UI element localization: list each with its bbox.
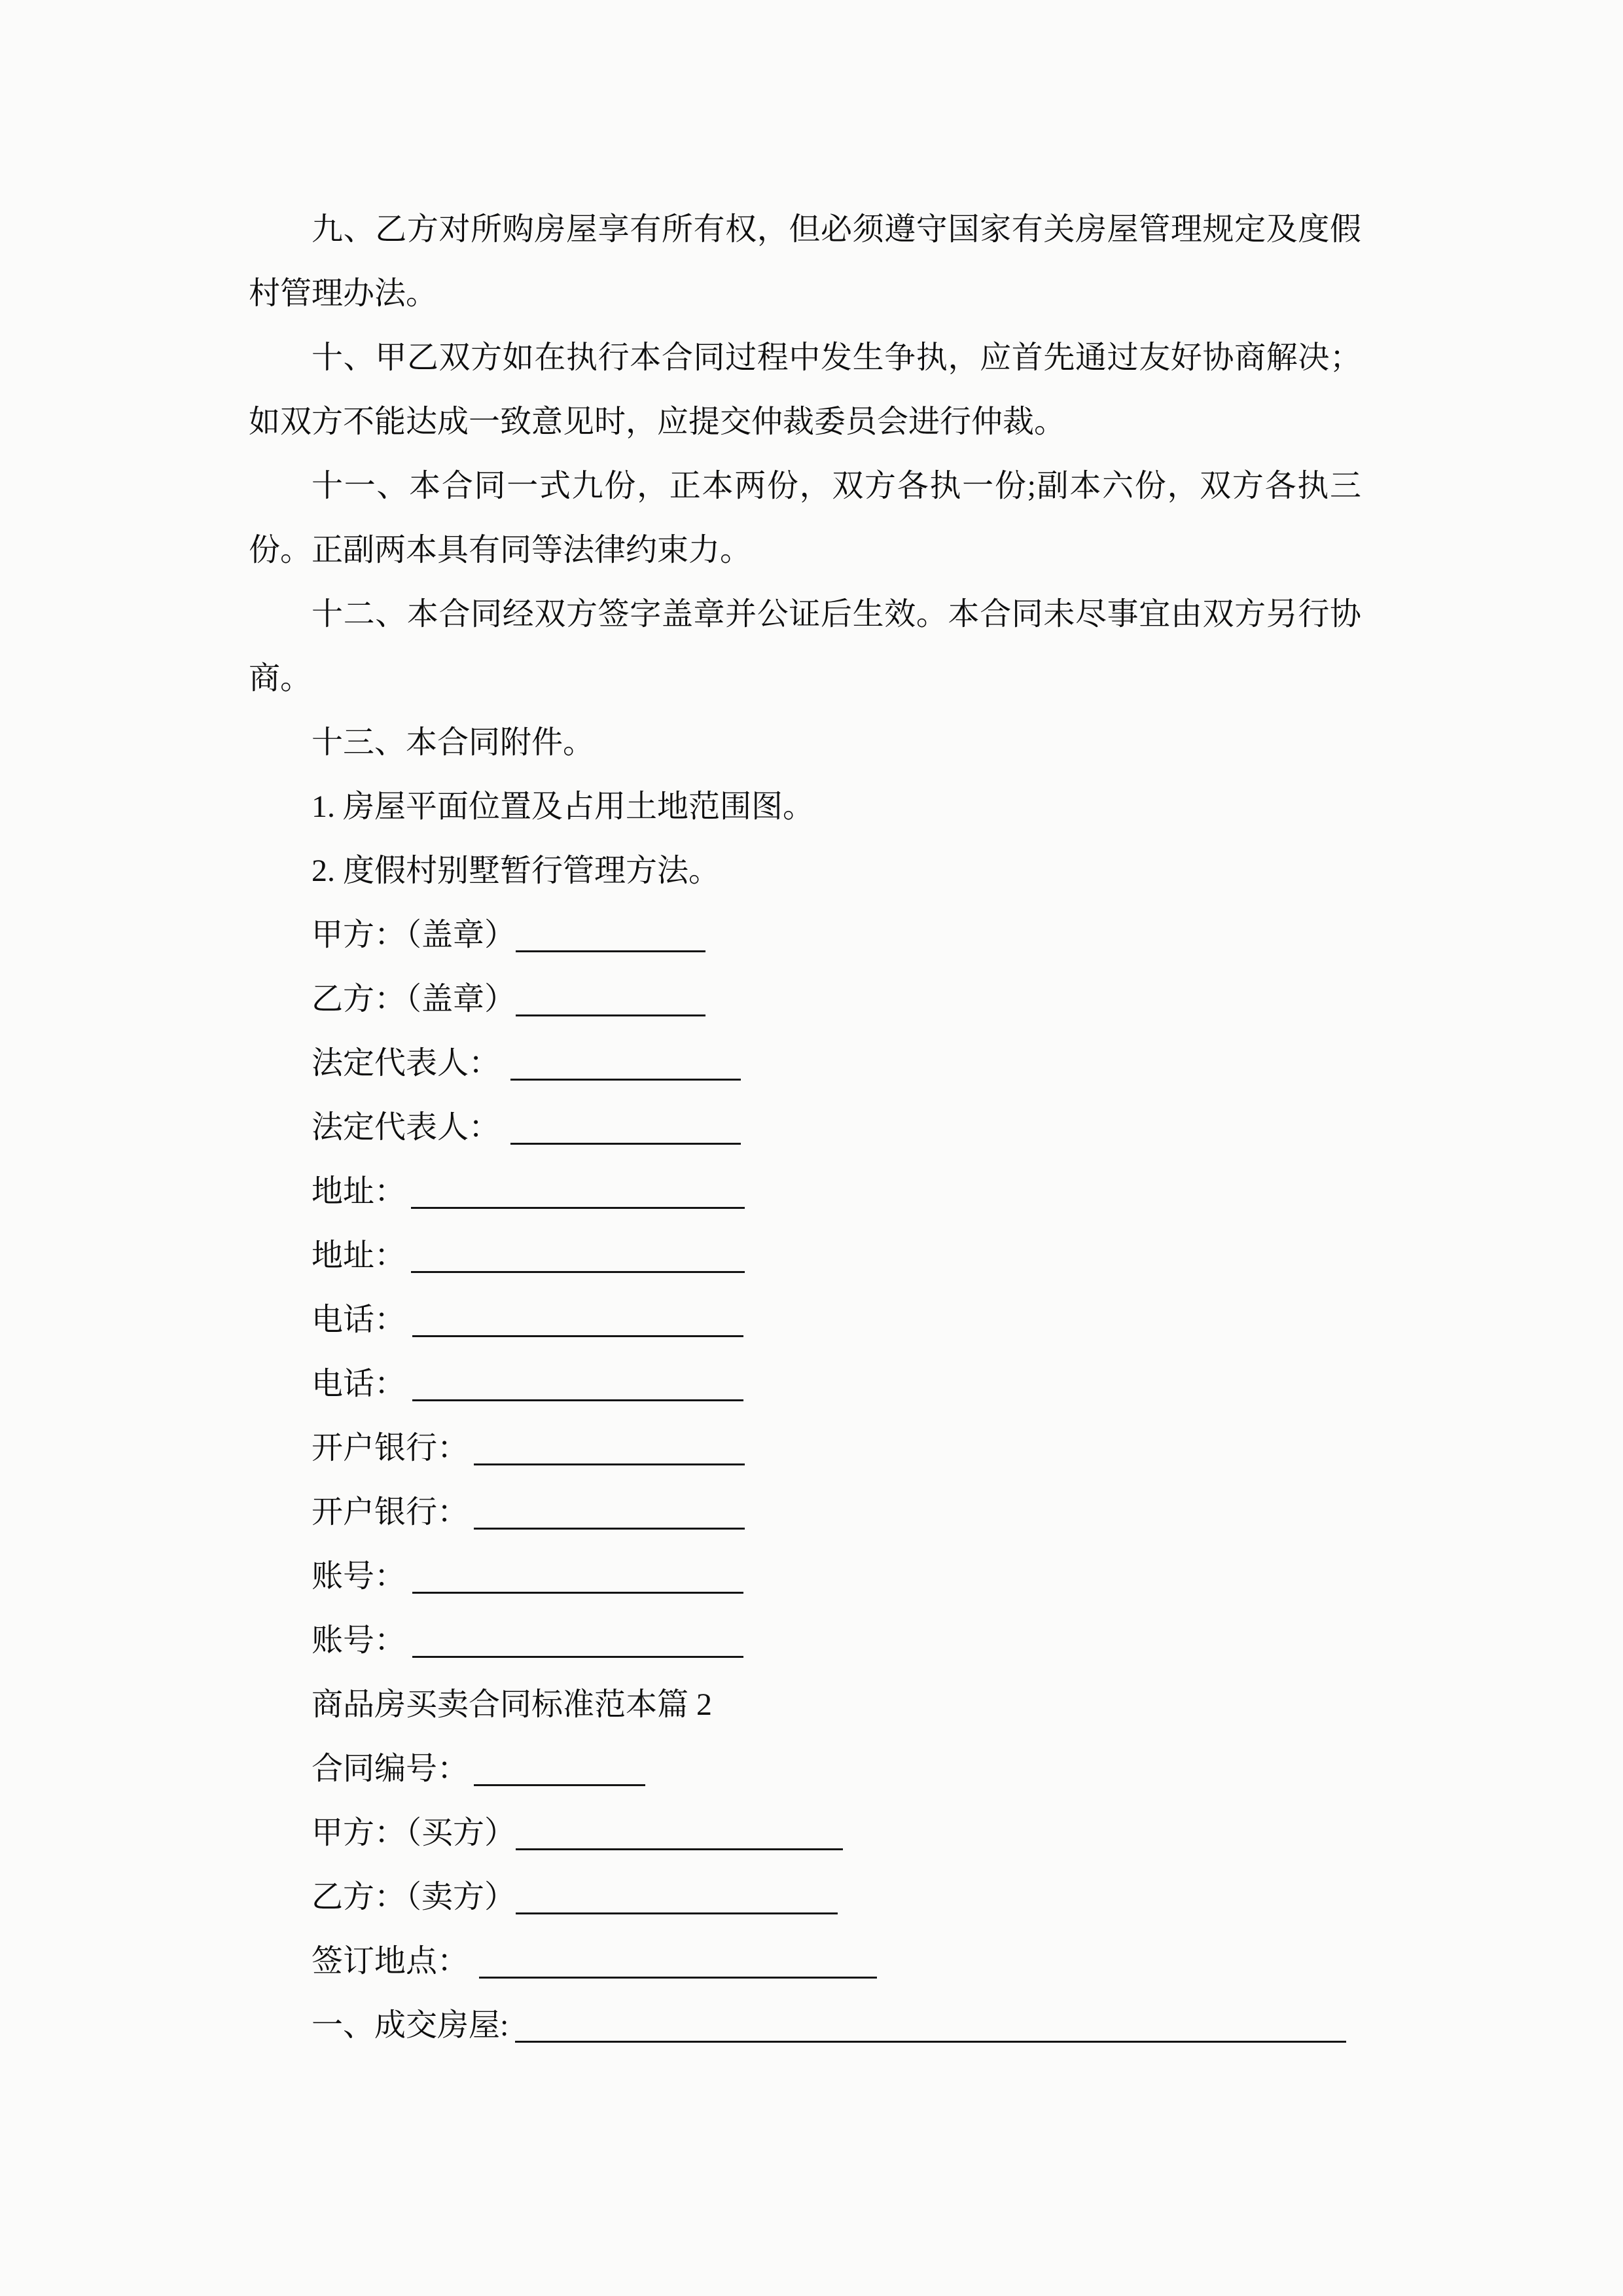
field-label: 开户银行：	[312, 1431, 469, 1465]
field-label: 地址：	[312, 1238, 406, 1273]
field-label: 合同编号：	[312, 1751, 469, 1786]
field-label: 开户银行：	[312, 1495, 469, 1530]
field-label: 乙方：（盖章）	[312, 982, 516, 1016]
contract-clause: 十二、本合同经双方签字盖章并公证后生效。本合同未尽事宜由双方另行协商。	[249, 597, 1361, 696]
field-label: 电话：	[312, 1302, 406, 1337]
signature-row-account	[249, 1545, 1361, 1609]
signature-row-account	[249, 1609, 1361, 1673]
field-label: 签订地点：	[312, 1944, 469, 1979]
blank-line	[412, 1399, 743, 1401]
blank-line	[479, 1977, 877, 1979]
signature-row-address	[249, 1160, 1361, 1224]
blank-line	[510, 1143, 741, 1145]
blank-line	[412, 1592, 743, 1594]
contract-clause: 九、乙方对所购房屋享有所有权，但必须遵守国家有关房屋管理规定及度假村管理办法。	[249, 212, 1361, 311]
contract-clause: 十、甲乙双方如在执行本合同过程中发生争执，应首先通过友好协商解决；如双方不能达成一致意见时，应提交仲裁委员会进行仲裁。	[249, 340, 1361, 439]
blank-line	[516, 1848, 843, 1850]
field-label: 电话：	[312, 1367, 406, 1401]
blank-line	[515, 2041, 1346, 2043]
contract-attachment-item: 2. 度假村别墅暂行管理方法。	[312, 853, 721, 888]
blank-line	[516, 1912, 838, 1914]
blank-line	[516, 1014, 705, 1016]
signature-row-bank	[249, 1416, 1361, 1480]
blank-line	[516, 950, 705, 952]
blank-line	[411, 1271, 745, 1273]
blank-line	[510, 1079, 741, 1081]
field-label: 一、成交房屋:	[312, 2008, 509, 2043]
field-label: 地址：	[312, 1174, 406, 1209]
signature-row-party-b-seal	[249, 967, 1361, 1031]
signature-row-party-a-seal	[249, 903, 1361, 967]
signature-row-address	[249, 1224, 1361, 1288]
field-label: 账号：	[312, 1559, 406, 1594]
signature-row-phone	[249, 1352, 1361, 1416]
signature-row-phone	[249, 1288, 1361, 1352]
contract-clause: 十三、本合同附件。	[312, 725, 595, 760]
signature-row-legal-rep	[249, 1096, 1361, 1160]
signature-row-legal-rep	[249, 1031, 1361, 1096]
form-row-party-a-buyer	[249, 1801, 1361, 1865]
contract-clause: 十一、本合同一式九份，正本两份，双方各执一份;副本六份，双方各执三份。正副两本具有同等法律约束力。	[249, 469, 1361, 567]
form-row-signing-place	[249, 1929, 1361, 1994]
form-row-party-b-seller	[249, 1865, 1361, 1929]
blank-line	[412, 1335, 743, 1337]
contract-attachment-item: 1. 房屋平面位置及占用土地范围图。	[312, 789, 815, 824]
field-label: 乙方：（卖方）	[312, 1880, 516, 1914]
field-label: 账号：	[312, 1623, 406, 1658]
section-heading: 商品房买卖合同标准范本篇 2	[312, 1687, 713, 1722]
form-row-transacted-house	[249, 1994, 1361, 2058]
field-label: 法定代表人：	[312, 1110, 501, 1145]
field-label: 法定代表人：	[312, 1046, 501, 1081]
blank-line	[474, 1528, 745, 1530]
blank-line	[411, 1207, 745, 1209]
blank-line	[474, 1463, 745, 1465]
signature-row-bank	[249, 1480, 1361, 1545]
form-row-contract-number	[249, 1737, 1361, 1801]
blank-line	[412, 1656, 743, 1658]
field-label: 甲方：（盖章）	[312, 918, 516, 952]
blank-line	[474, 1784, 645, 1786]
field-label: 甲方：（买方）	[312, 1816, 516, 1850]
